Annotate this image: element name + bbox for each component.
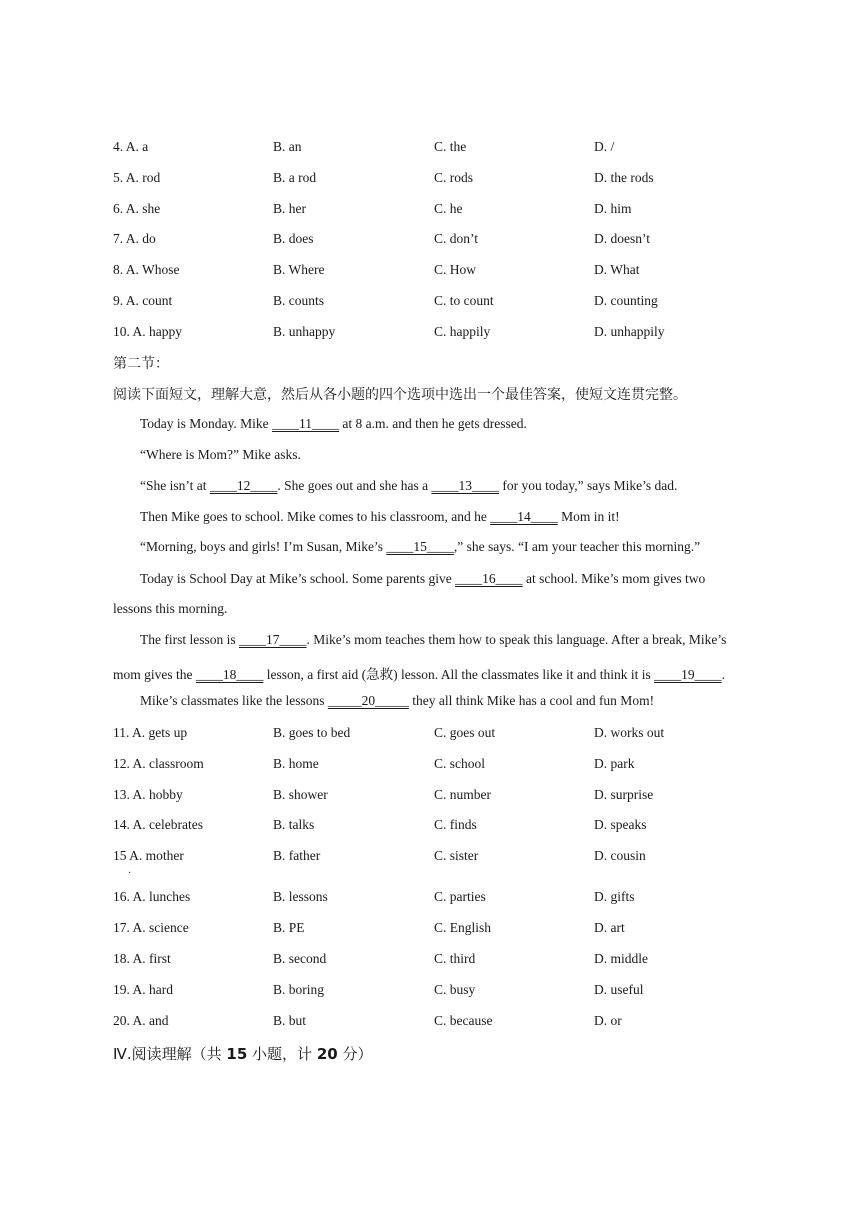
blank-15: ____15____ [386, 539, 454, 554]
question-row [113, 324, 773, 344]
passage-text: “Morning, boys and girls! I’m Susan, Mike’s [140, 539, 387, 554]
passage-text: they all think Mike has a cool and fun Mom! [408, 693, 655, 708]
option-b: B. home [273, 756, 319, 771]
option-a: 6. A. she [113, 201, 161, 216]
question-row [113, 262, 773, 282]
passage-text: . Mike’s mom teaches them how to speak this language. After a break, Mike’s [306, 632, 727, 647]
passage-text: . She goes out and she has a [277, 478, 432, 493]
option-c: C. don’t [434, 231, 479, 246]
blank-17: ____17____ [239, 632, 307, 647]
option-c: C. sister [434, 848, 479, 863]
option-b: B. father [273, 848, 321, 863]
option-c: C. because [434, 1013, 493, 1028]
blank-18: ____18____ [195, 667, 264, 682]
option-d: D. surprise [594, 787, 654, 802]
question-row [113, 293, 773, 313]
passage-text: at 8 a.m. and then he gets dressed. [339, 416, 527, 431]
blank-20: _____20_____ [327, 693, 409, 708]
section-title: 第二节： [113, 356, 169, 372]
option-d: D. the rods [594, 170, 654, 185]
question-row [113, 139, 773, 159]
option-b: B. but [273, 1013, 307, 1028]
option-c: C. busy [434, 982, 476, 997]
option-c: C. finds [434, 817, 477, 832]
option-a: 14. A. celebrates [113, 817, 203, 832]
question-row [113, 920, 773, 940]
question-row [113, 201, 773, 221]
question-row [113, 725, 773, 745]
blank-16: ____16____ [455, 571, 523, 586]
option-c: C. the [434, 139, 467, 154]
passage-text: Mom in it! [557, 509, 620, 524]
question-row [113, 170, 773, 190]
option-d: D. What [594, 262, 640, 277]
option-a: 9. A. count [113, 293, 173, 308]
passage-text: The first lesson is [140, 632, 239, 647]
section-heading [113, 1043, 763, 1064]
option-b: B. a rod [273, 170, 317, 185]
option-b: B. shower [273, 787, 328, 802]
passage-line [140, 632, 790, 648]
passage-text: Then Mike goes to school. Mike comes to his classroom, and he [140, 509, 491, 524]
option-d: D. doesn’t [594, 231, 650, 246]
option-a: 11. A. gets up [113, 725, 188, 740]
passage-line [140, 693, 790, 709]
passage-line: lessons this morning. [113, 601, 228, 616]
blank-19: ____19____ [654, 667, 722, 682]
option-d: D. him [594, 201, 632, 216]
option-a: 4. A. a [113, 139, 149, 154]
passage-line [140, 509, 790, 525]
option-d: D. useful [594, 982, 644, 997]
passage-line [140, 416, 790, 432]
stray-dot: · [128, 868, 132, 879]
question-row [113, 817, 773, 837]
passage-text: . [721, 667, 725, 682]
question-row [113, 787, 773, 807]
option-c: C. number [434, 787, 491, 802]
passage-text: “She isn’t at [140, 478, 210, 493]
option-a: 10. A. happy [113, 324, 182, 339]
section-instruction: 阅读下面短文，理解大意，然后从各小题的四个选项中选出一个最佳答案，使短文连贯完整。 [113, 387, 687, 403]
heading-text: 小题，计 [247, 1045, 317, 1063]
option-a: 15 A. mother [113, 848, 184, 863]
option-b: B. lessons [273, 889, 328, 904]
passage-text: ,” she says. “I am your teacher this morning.” [453, 539, 701, 554]
option-d: D. counting [594, 293, 658, 308]
heading-text: Ⅳ.阅读理解（共 [113, 1045, 227, 1063]
option-a: 13. A. hobby [113, 787, 183, 802]
option-a: 18. A. first [113, 951, 171, 966]
passage-line [140, 478, 790, 494]
option-c: C. How [434, 262, 477, 277]
option-a: 8. A. Whose [113, 262, 180, 277]
blank-13: ____13____ [431, 478, 499, 493]
option-b: B. her [273, 201, 306, 216]
score-total: 20 [316, 1045, 338, 1063]
passage-text: mom gives the [113, 667, 196, 682]
passage-text: Today is School Day at Mike’s school. Some parents give [140, 571, 456, 586]
blank-14: ____14____ [490, 509, 558, 524]
option-b: B. an [273, 139, 302, 154]
passage-text: at school. Mike’s mom gives two [522, 571, 706, 586]
option-d: D. middle [594, 951, 648, 966]
option-a: 7. A. do [113, 231, 156, 246]
option-c: C. he [434, 201, 463, 216]
option-c: C. school [434, 756, 486, 771]
option-d: D. works out [594, 725, 665, 740]
option-a: 19. A. hard [113, 982, 173, 997]
option-a: 12. A. classroom [113, 756, 204, 771]
blank-11: ____11____ [272, 416, 340, 431]
option-b: B. counts [273, 293, 325, 308]
option-d: D. art [594, 920, 625, 935]
question-row [113, 889, 773, 909]
option-c: C. to count [434, 293, 494, 308]
option-c: C. happily [434, 324, 491, 339]
option-d: D. park [594, 756, 635, 771]
question-row [113, 951, 773, 971]
passage-line [140, 571, 790, 587]
option-c: C. rods [434, 170, 474, 185]
option-b: B. Where [273, 262, 325, 277]
passage-text: lesson, a first aid (急救) lesson. All the classmates like it and think it is [263, 667, 655, 682]
option-c: C. goes out [434, 725, 496, 740]
option-c: C. third [434, 951, 476, 966]
question-row [113, 1013, 773, 1033]
option-b: B. PE [273, 920, 305, 935]
option-b: B. boring [273, 982, 325, 997]
option-d: D. unhappily [594, 324, 665, 339]
question-row [113, 231, 773, 251]
passage-text: for you today,” says Mike’s dad. [498, 478, 678, 493]
blank-12: ____12____ [209, 478, 278, 493]
passage-line [113, 663, 763, 683]
option-c: C. parties [434, 889, 486, 904]
option-b: B. unhappy [273, 324, 336, 339]
question-count: 15 [226, 1045, 248, 1063]
option-b: B. goes to bed [273, 725, 351, 740]
option-b: B. talks [273, 817, 315, 832]
option-a: 17. A. science [113, 920, 189, 935]
question-row [113, 756, 773, 776]
option-a: 16. A. lunches [113, 889, 191, 904]
passage-line [140, 539, 790, 555]
option-a: 20. A. and [113, 1013, 169, 1028]
passage-text: Mike’s classmates like the lessons [140, 693, 328, 708]
option-b: B. does [273, 231, 314, 246]
question-row [113, 982, 773, 1002]
passage-line: “Where is Mom?” Mike asks. [140, 447, 301, 462]
option-d: D. cousin [594, 848, 646, 863]
option-d: D. or [594, 1013, 622, 1028]
passage-text: Today is Monday. Mike [140, 416, 273, 431]
option-d: D. / [594, 139, 615, 154]
option-d: D. speaks [594, 817, 647, 832]
option-c: C. English [434, 920, 492, 935]
question-row [113, 848, 773, 868]
heading-text: 分） [337, 1045, 373, 1063]
option-d: D. gifts [594, 889, 635, 904]
option-a: 5. A. rod [113, 170, 161, 185]
option-b: B. second [273, 951, 327, 966]
